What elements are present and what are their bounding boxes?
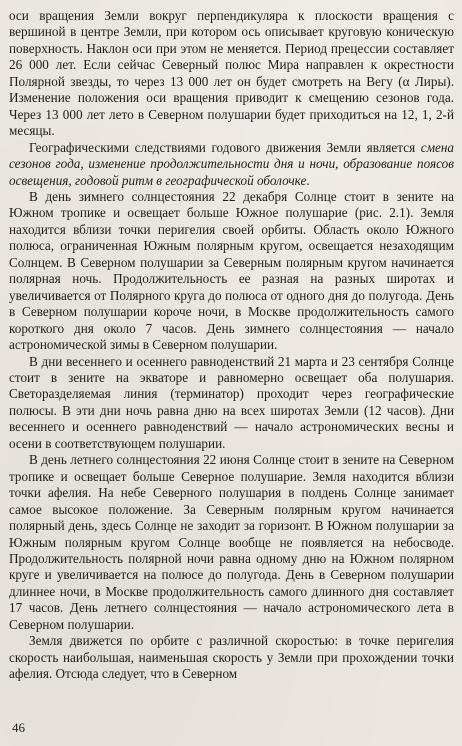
paragraph-p2 <box>9 140 454 189</box>
paragraph-p5 <box>9 452 454 633</box>
paragraph-text-segment: Земля движется по орбите с различной скоростью: в точке перигелия скорость наибольшая, наименьшая скорость у Земли при прохождении точки афелия. Отсюда следует, что в Северном <box>9 633 454 682</box>
paragraph-p3 <box>9 189 454 354</box>
page-number: 46 <box>12 720 25 735</box>
paragraph-text-segment: Географическими следствиями годового движения Земли является <box>29 139 421 155</box>
paragraph-text-segment: В день летнего солнцестояния 22 июня Солнце стоит в зените на Северном тропике и освещает больше Северное полушарие. Земля находится вблизи точки афелия. На небе Северного полушария в полдень Солнце занимает самое высокое положение. За Северным полярным кругом начинается полярный день, здесь Солнце не заходит за горизонт. В Южном полушарии за Южным полярным кругом Солнце вообще не появляется на небосводе. Продолжительность полярной ночи равна одному дню на Южном полярном круге и увеличивается на полюсе до полугода. День в Северном полушарии длиннее ночи, в Москве продолжительность самого длинного дня составляет 17 часов. День летнего солнцестояния — начало астрономического лета в Северном полушарии. <box>9 452 454 632</box>
paragraph-text-segment: оси вращения Земли вокруг перпендикуляра к плоскости вращения с вершиной в центре Земли, при котором ось описывает круговую коническую поверхность. Наклон оси при этом не меняется. Период прецессии составляет 26 000 лет. Если сейчас Северный полюс Мира направлен к окрестности Полярной звезды, то через 13 000 лет он будет смотреть на Вегу (α Лиры). Изменение положения оси вращения приводит к смещению сезонов года. Через 13 000 лет лето в Северном полушарии будет приходиться на 12, 1, 2-й месяцы. <box>9 8 454 139</box>
paragraph-p6 <box>9 633 454 682</box>
italic-emphasis-text: смена сезонов года, изменение продолжительности дня и ночи, образование поясов освещения, годовой ритм в географической оболочке <box>9 139 454 188</box>
paragraph-p1 <box>9 8 454 140</box>
paragraph-text-segment: В день зимнего солнцестояния 22 декабря Солнце стоит в зените на Южном тропике и освещает больше Южное полушарие (рис. 2.1). Земля находится вблизи точки перигелия своей орбиты. Область около Южного полюса, ограниченная Южным полярным кругом, освещается незаходящим Солнцем. В Северном полушарии за Северным полярным кругом начинается полярная ночь. Продолжительность ее разная на разных широтах и увеличивается от Полярного круга до полюса от одного дня до полугода. День в Северном полушарии короче ночи, в Москве продолжительность самого короткого дня около 7 часов. День зимнего солнцестояния — начало астрономической зимы в Северном полушарии. <box>9 188 454 353</box>
paragraph-text-segment: . <box>306 172 310 188</box>
paragraph-p4 <box>9 354 454 453</box>
paragraph-text-segment: В дни весеннего и осеннего равноденствий 21 марта и 23 сентября Солнце стоит в зените на экваторе и равномерно освещает оба полушария. Светоразделяемая линия (терминатор) проходит через географические полюсы. В эти дни ночь равна дню на всех широтах Земли (12 часов). Дни весеннего и осеннего равноденствий — начало астрономических весны и осени в соответствующем полушарии. <box>9 353 454 451</box>
page-body-text <box>9 8 454 683</box>
